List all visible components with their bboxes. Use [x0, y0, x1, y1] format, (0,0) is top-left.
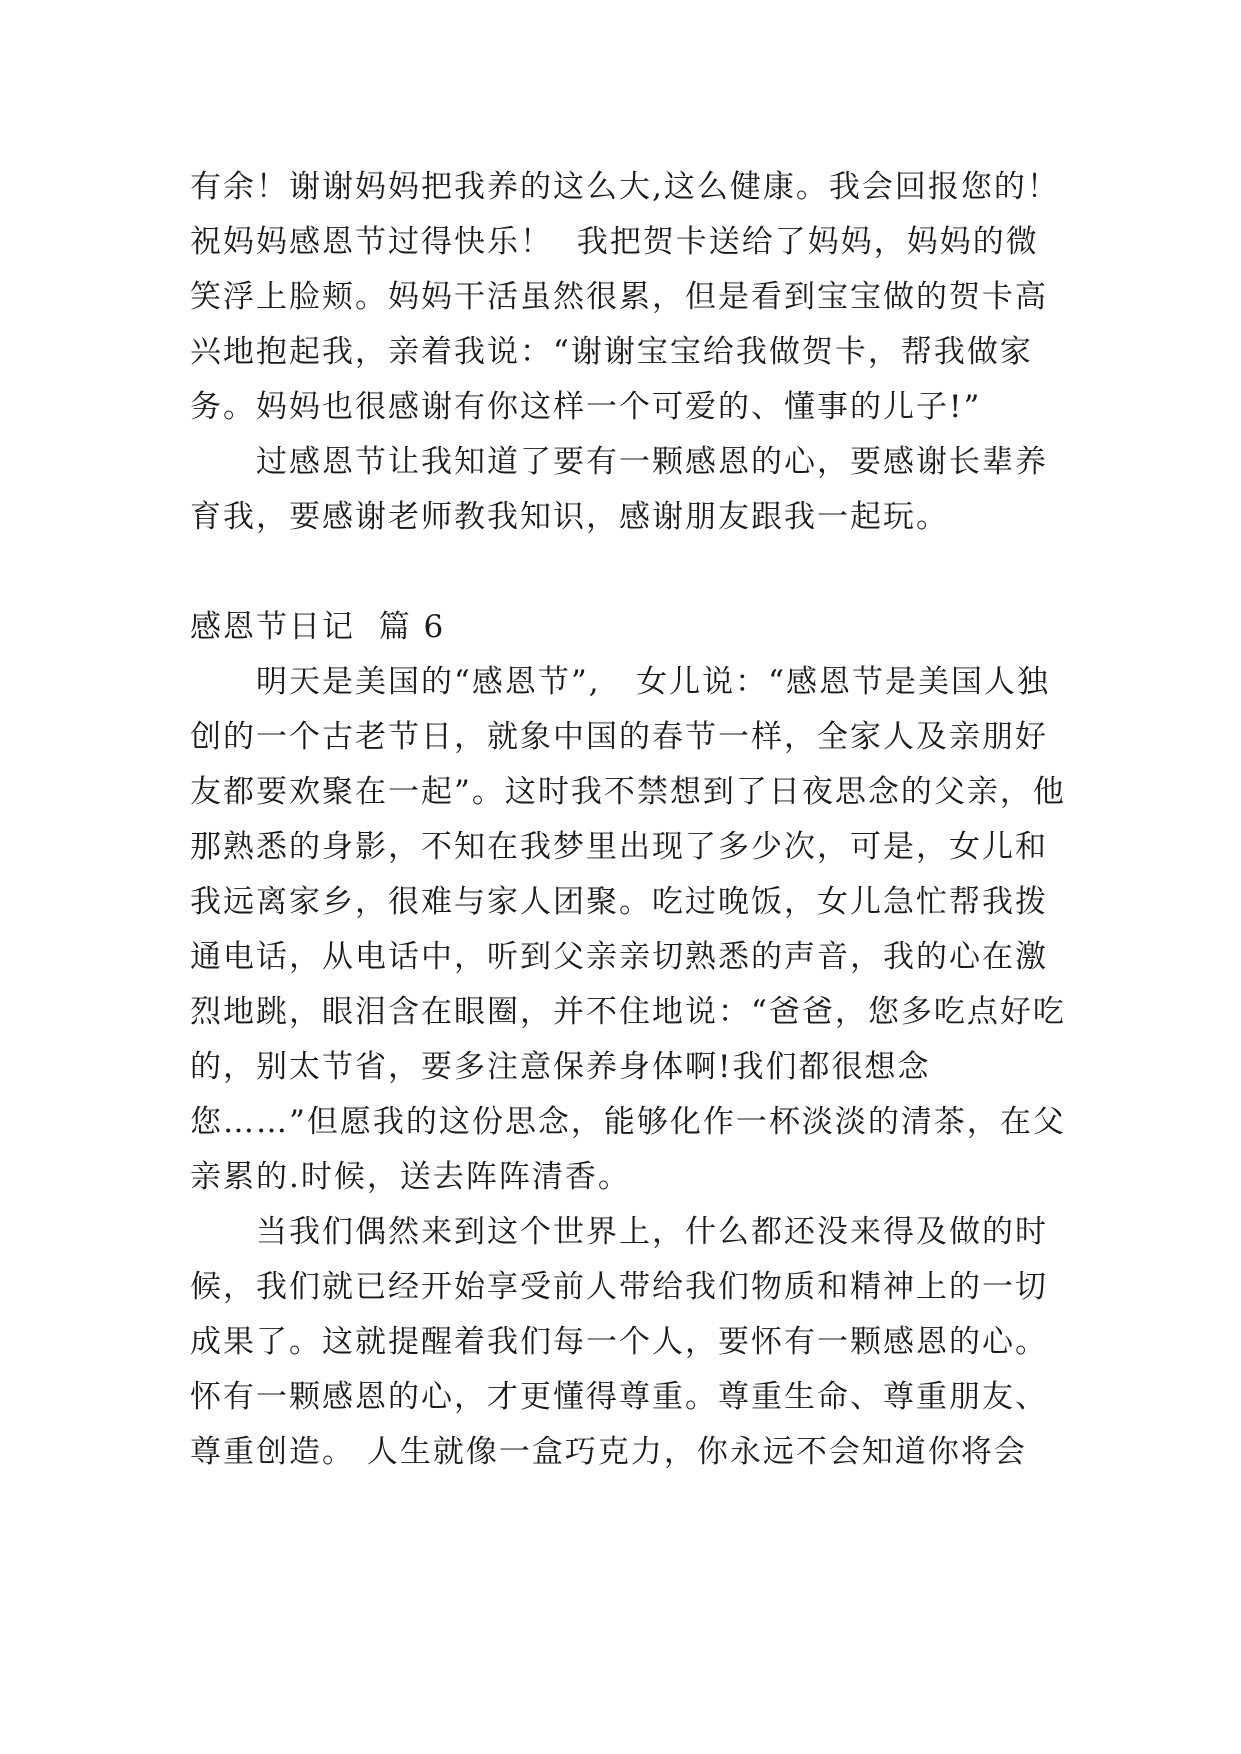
paragraph-continued: 有余！谢谢妈妈把我养的这么大,这么健康。我会回报您的！祝妈妈感恩节过得快乐！ 我把贺卡送给了妈妈，妈妈的微笑浮上脸颊。妈妈干活虽然很累，但是看到宝宝做的贺卡高兴地抱起我，亲着我说：“谢谢宝宝给我做贺卡，帮我做家务。妈妈也很感谢有你这样一个可爱的、懂事的儿子!”	[190, 169, 1060, 425]
section-title: 感恩节日记 篇 6	[190, 609, 446, 645]
paragraph-thanksgiving-father: 明天是美国的“感恩节”, 女儿说：“感恩节是美国人独创的一个古老节日，就象中国的春节一样，全家人及亲朋好友都要欢聚在一起”。这时我不禁想到了日夜思念的父亲，他那熟悉的身影，不知在我梦里出现了多少次，可是，女儿和我远离家乡，很难与家人团聚。吃过晚饭，女儿急忙帮我拨通电话，从电话中，听到父亲亲切熟悉的声音，我的心在激烈地跳，眼泪含在眼圈，并不住地说：“爸爸，您多吃点好吃的，别太节省，要多注意保养身体啊!我们都很想念您……”但愿我的这份思念，能够化作一杯淡淡的清茶，在父亲累的.时候，送去阵阵清香。	[190, 664, 1066, 1195]
paragraph-reflection: 过感恩节让我知道了要有一颗感恩的心，要感谢长辈养育我，要感谢老师教我知识，感谢朋友跟我一起玩。	[190, 444, 1048, 535]
paragraph-gratitude: 当我们偶然来到这个世界上，什么都还没来得及做的时候，我们就已经开始享受前人带给我们物质和精神上的一切成果了。这就提醒着我们每一个人，要怀有一颗感恩的心。怀有一颗感恩的心，才更懂得尊重。尊重生命、尊重朋友、尊重创造。 人生就像一盒巧克力，你永远不会知道你将会	[190, 1214, 1048, 1470]
document-body	[190, 160, 1070, 1480]
